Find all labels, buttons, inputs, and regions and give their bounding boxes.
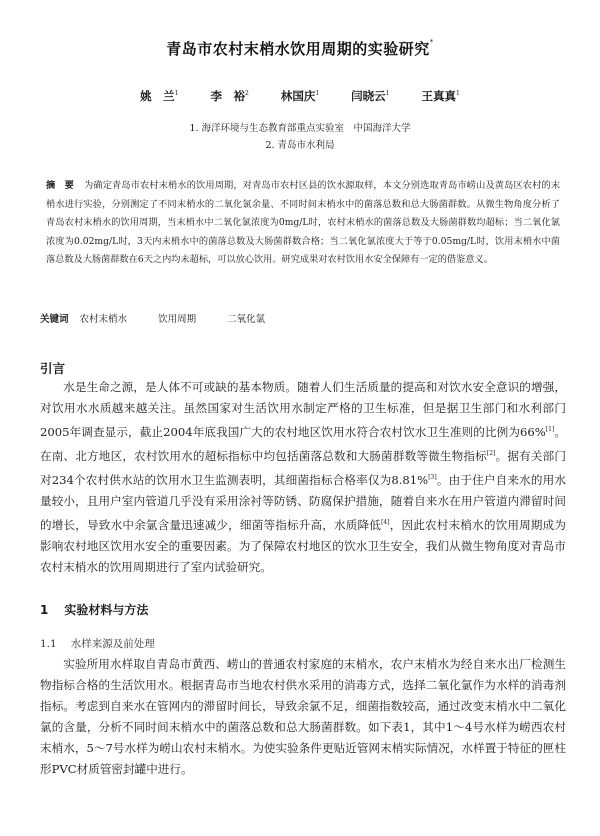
author: 李 裕$^2$ [210, 89, 249, 103]
section-1-heading: 1 实验材料与方法 [40, 603, 149, 617]
author: 姚 兰$^1$ [140, 89, 179, 103]
abstract-label: 摘 要 [46, 180, 75, 191]
author: 林国庆$^1$ [280, 89, 320, 103]
author: 王真真$^1$ [421, 89, 460, 103]
section-1-1-paragraph: 实验所用水样取自青岛市黄西、崂山的普通农村家庭的末梢水，农户末梢水为经自来水出厂检测生物指标合格的生活饮用水。根据青岛市当地农村供水采用的消毒方式，选择二氧化氯作为水样的消毒剂指标。考虑到自来水在管网内的滞留时间长，导致余氯不足，细菌指数较高，通过改变末梢水中二氧化氯的含量，分析不同时间末梢水中的菌落总数和总大肠菌群数。如下表1，其中1～4号水样为崂西农村末梢水，5～7号水样为崂山农村末梢水。为使实验条件更贴近管网末梢实际情况，水样置于特征的匣柱形PVC材质管密封罐中进行。 [40, 657, 566, 777]
paper-title [0, 38, 600, 59]
section-1-1-heading: 1.1 水样来源及前处理 [40, 638, 155, 650]
citation: [3] [428, 474, 437, 482]
citation: [2] [486, 450, 496, 458]
keyword: 二氧化氯 [227, 314, 266, 325]
intro-paragraph: 水是生命之源，是人体不可或缺的基本物质。随着人们生活质量的提高和对饮水安全意识的增强，对饮用水水质越来越关注。虽然国家对生活饮用水制定严格的卫生标准，但是据卫生部门和水利部门2005年调查显示，截止2004年底我国广大的农村地区饮用水符合农村饮水卫生准则的比例为66%[1]。在南、北方地区，农村饮用水的超标指标中均包括菌落总数和大肠菌群数等微生物指标[2]。据有关部门对234个农村供水站的饮用水卫生监测表明，其细菌指标合格率仅为8.81%[3]。由于住户自来水的用水量较小，且用户室内管道几乎没有采用涂衬等防锈、防腐保护措施，随着自来水在用户管道内滞留时间的增长，导致水中余氯含量迅速减少，细菌等指标升高，水质降低[4]，因此农村末梢水的饮用周期成为影响农村地区饮用水安全的重要因素。为了保障农村地区的饮水卫生安全，我们从微生物角度对青岛市农村末梢水的饮用周期进行了室内试验研究。 [40, 380, 566, 575]
title-footnote-mark: * [429, 38, 434, 46]
abstract-text: 为确定青岛市农村末梢水的饮用周期，对青岛市农村区县的饮水源取样，本文分别选取青岛市崂山及黄岛区农村的末梢水进行实验，分别测定了不同末梢水的二氧化氯余量、不同时间末梢水中的菌落总数和总大肠菌群数。从微生物角度分析了青岛农村末梢水的饮用周期，当末梢水中二氧化氯浓度为0mg/L时，农村末梢水的菌落总数及大肠菌群数均超标；当二氧化氯浓度为0.02mg/L时，3天内末梢水中的菌落总数及大肠菌群数合格；当二氧化氯浓度大于等于0.05mg/L时，饮用末梢水中菌落总数及大肠菌群数在6天之内均未超标，可以放心饮用。研究成果对农村饮用水安全保障有一定的借鉴意义。 [46, 180, 561, 266]
author-list [0, 88, 600, 104]
affiliation-2: 2. 青岛市水利局 [265, 140, 335, 151]
keywords-label: 关键词 [40, 314, 69, 325]
citation: [4] [381, 519, 390, 527]
author: 闫晓云$^1$ [351, 89, 390, 103]
keywords [40, 311, 293, 325]
citation: [1] [545, 426, 555, 434]
keyword: 饮用周期 [158, 314, 197, 325]
affiliation-1: 1. 海洋环境与生态教育部重点实验室 中国海洋大学 [189, 123, 411, 134]
title-text: 青岛市农村末梢水饮用周期的实验研究 [166, 40, 430, 58]
intro-heading: 引言 [40, 361, 66, 376]
abstract [46, 177, 560, 270]
keyword: 农村末梢水 [79, 314, 128, 325]
